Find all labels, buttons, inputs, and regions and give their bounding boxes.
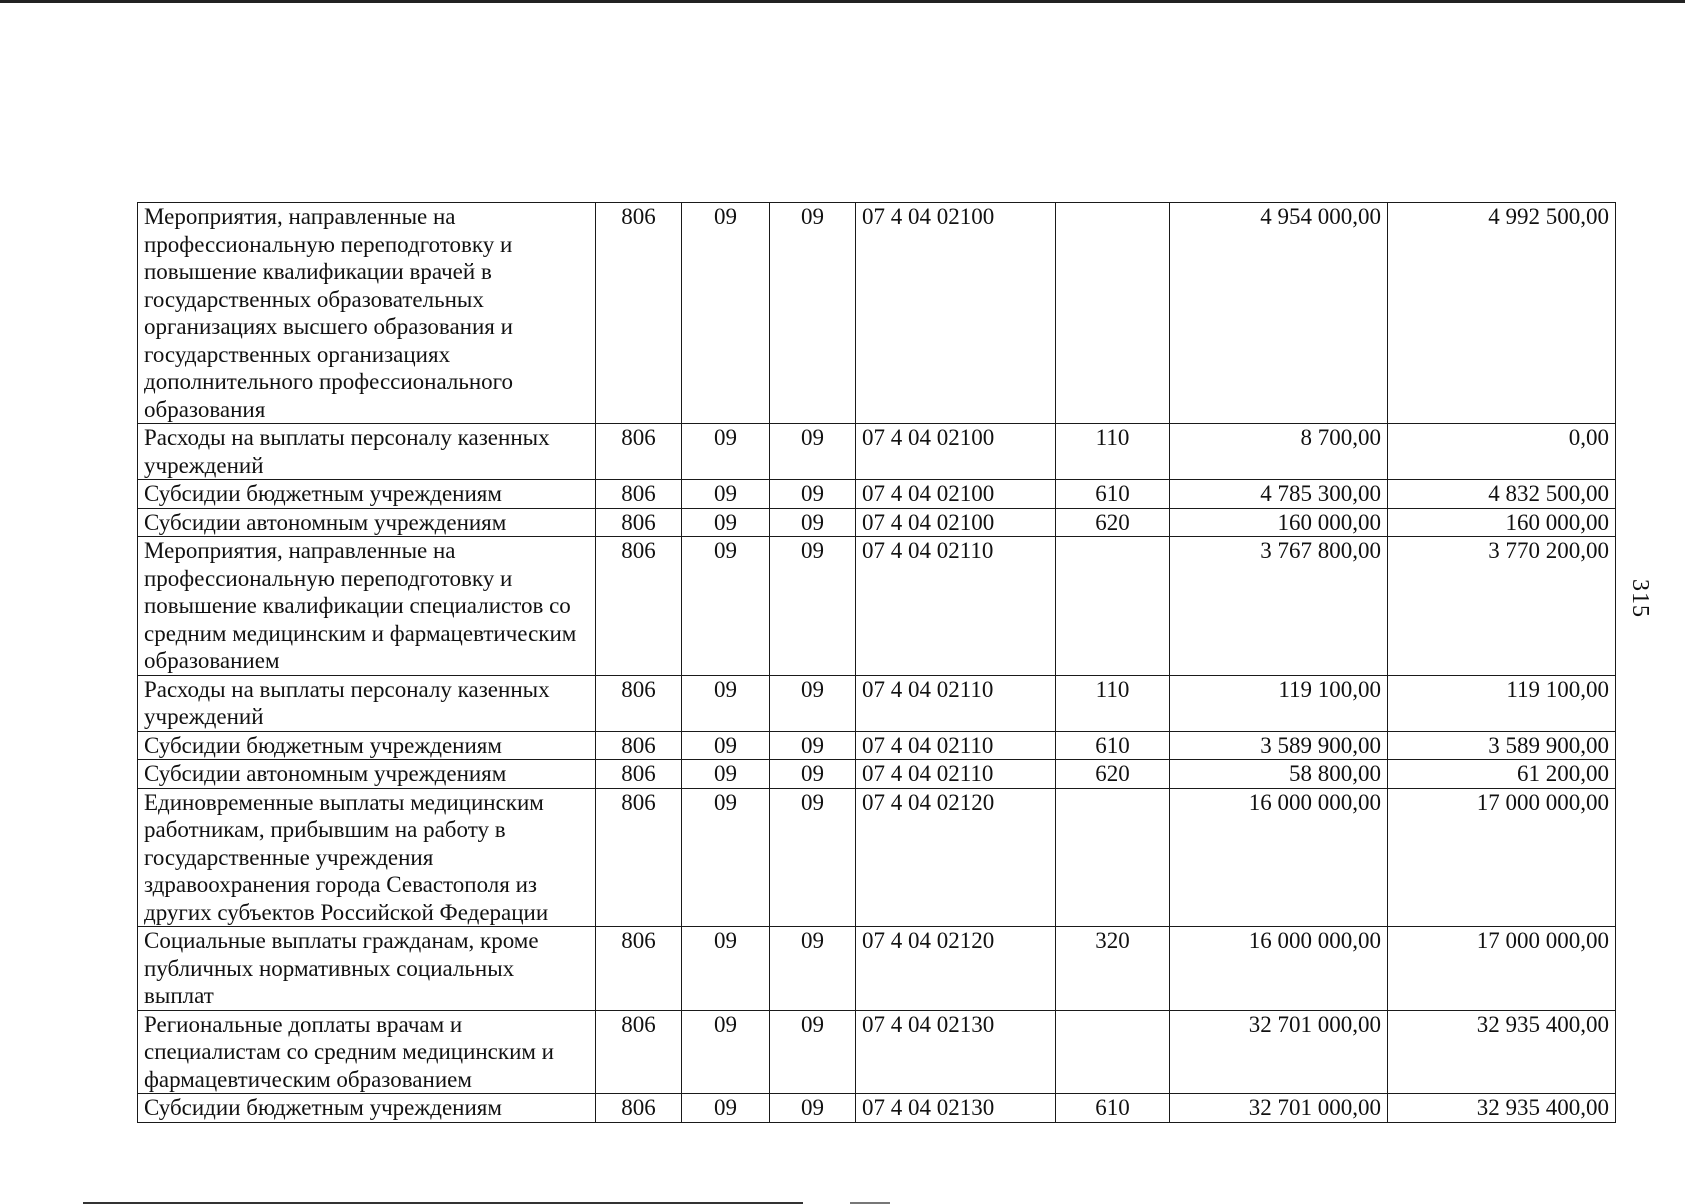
expense-type-cell: 320 — [1056, 927, 1170, 1011]
section-code-cell: 09 — [682, 927, 770, 1011]
expense-type-cell: 620 — [1056, 760, 1170, 789]
section-code-cell: 09 — [682, 1010, 770, 1094]
target-article-cell: 07 4 04 02110 — [856, 675, 1056, 731]
expense-name-cell: Мероприятия, направленные на профессиональную переподготовку и повышение квалификации специалистов со средним медицинским и фармацевтическим образованием — [138, 537, 596, 676]
amount-year1-cell: 16 000 000,00 — [1170, 927, 1388, 1011]
expense-name-cell: Социальные выплаты гражданам, кроме публичных нормативных социальных выплат — [138, 927, 596, 1011]
amount-year1-cell: 32 701 000,00 — [1170, 1094, 1388, 1123]
amount-year1-cell: 58 800,00 — [1170, 760, 1388, 789]
expense-type-cell — [1056, 537, 1170, 676]
grbs-code-cell: 806 — [596, 675, 682, 731]
grbs-code-cell: 806 — [596, 424, 682, 480]
amount-year2-cell: 17 000 000,00 — [1388, 927, 1616, 1011]
expense-name-cell: Расходы на выплаты персоналу казенных учреждений — [138, 675, 596, 731]
amount-year1-cell: 32 701 000,00 — [1170, 1010, 1388, 1094]
expense-type-cell: 110 — [1056, 675, 1170, 731]
amount-year2-cell: 3 770 200,00 — [1388, 537, 1616, 676]
grbs-code-cell: 806 — [596, 1010, 682, 1094]
amount-year2-cell: 4 832 500,00 — [1388, 480, 1616, 509]
expense-name-cell: Субсидии бюджетным учреждениям — [138, 480, 596, 509]
expense-type-cell: 610 — [1056, 480, 1170, 509]
amount-year2-cell: 32 935 400,00 — [1388, 1010, 1616, 1094]
section-code-cell: 09 — [682, 760, 770, 789]
amount-year2-cell: 0,00 — [1388, 424, 1616, 480]
expense-type-cell: 620 — [1056, 508, 1170, 537]
expense-type-cell: 110 — [1056, 424, 1170, 480]
amount-year2-cell: 160 000,00 — [1388, 508, 1616, 537]
target-article-cell: 07 4 04 02100 — [856, 203, 1056, 424]
grbs-code-cell: 806 — [596, 731, 682, 760]
grbs-code-cell: 806 — [596, 1094, 682, 1123]
section-code-cell: 09 — [682, 480, 770, 509]
expense-type-cell — [1056, 1010, 1170, 1094]
amount-year1-cell: 119 100,00 — [1170, 675, 1388, 731]
grbs-code-cell: 806 — [596, 537, 682, 676]
subsection-code-cell: 09 — [770, 1094, 856, 1123]
grbs-code-cell: 806 — [596, 760, 682, 789]
amount-year1-cell: 8 700,00 — [1170, 424, 1388, 480]
expense-name-cell: Субсидии автономным учреждениям — [138, 508, 596, 537]
expense-name-cell: Субсидии бюджетным учреждениям — [138, 731, 596, 760]
subsection-code-cell: 09 — [770, 927, 856, 1011]
table-row — [138, 1094, 1616, 1123]
amount-year2-cell: 32 935 400,00 — [1388, 1094, 1616, 1123]
grbs-code-cell: 806 — [596, 927, 682, 1011]
grbs-code-cell: 806 — [596, 480, 682, 509]
top-border-line — [0, 0, 1685, 3]
table-row — [138, 927, 1616, 1011]
grbs-code-cell: 806 — [596, 203, 682, 424]
table-row — [138, 788, 1616, 927]
amount-year1-cell: 4 785 300,00 — [1170, 480, 1388, 509]
expense-type-cell — [1056, 203, 1170, 424]
expense-type-cell: 610 — [1056, 731, 1170, 760]
section-code-cell: 09 — [682, 424, 770, 480]
table-row — [138, 1010, 1616, 1094]
target-article-cell: 07 4 04 02100 — [856, 508, 1056, 537]
section-code-cell: 09 — [682, 203, 770, 424]
section-code-cell: 09 — [682, 508, 770, 537]
expense-name-cell: Субсидии бюджетным учреждениям — [138, 1094, 596, 1123]
table-row — [138, 508, 1616, 537]
subsection-code-cell: 09 — [770, 203, 856, 424]
expense-name-cell: Единовременные выплаты медицинским работникам, прибывшим на работу в государственные учреждения здравоохранения города Севастополя из других субъектов Российской Федерации — [138, 788, 596, 927]
amount-year2-cell: 17 000 000,00 — [1388, 788, 1616, 927]
table-row — [138, 424, 1616, 480]
amount-year2-cell: 3 589 900,00 — [1388, 731, 1616, 760]
table-row — [138, 760, 1616, 789]
budget-table — [137, 202, 1616, 1123]
amount-year1-cell: 4 954 000,00 — [1170, 203, 1388, 424]
subsection-code-cell: 09 — [770, 731, 856, 760]
amount-year1-cell: 16 000 000,00 — [1170, 788, 1388, 927]
table-row — [138, 731, 1616, 760]
amount-year1-cell: 3 767 800,00 — [1170, 537, 1388, 676]
table-row — [138, 480, 1616, 509]
target-article-cell: 07 4 04 02130 — [856, 1010, 1056, 1094]
subsection-code-cell: 09 — [770, 508, 856, 537]
expense-type-cell — [1056, 788, 1170, 927]
grbs-code-cell: 806 — [596, 788, 682, 927]
grbs-code-cell: 806 — [596, 508, 682, 537]
section-code-cell: 09 — [682, 1094, 770, 1123]
subsection-code-cell: 09 — [770, 675, 856, 731]
target-article-cell: 07 4 04 02100 — [856, 424, 1056, 480]
subsection-code-cell: 09 — [770, 1010, 856, 1094]
target-article-cell: 07 4 04 02130 — [856, 1094, 1056, 1123]
budget-table-body — [138, 203, 1616, 1123]
target-article-cell: 07 4 04 02110 — [856, 760, 1056, 789]
amount-year1-cell: 3 589 900,00 — [1170, 731, 1388, 760]
amount-year2-cell: 61 200,00 — [1388, 760, 1616, 789]
amount-year1-cell: 160 000,00 — [1170, 508, 1388, 537]
amount-year2-cell: 4 992 500,00 — [1388, 203, 1616, 424]
page-number: 315 — [1627, 579, 1653, 618]
subsection-code-cell: 09 — [770, 537, 856, 676]
subsection-code-cell: 09 — [770, 424, 856, 480]
target-article-cell: 07 4 04 02100 — [856, 480, 1056, 509]
table-row — [138, 537, 1616, 676]
subsection-code-cell: 09 — [770, 480, 856, 509]
table-row — [138, 675, 1616, 731]
table-row — [138, 203, 1616, 424]
expense-name-cell: Мероприятия, направленные на профессиональную переподготовку и повышение квалификации врачей в государственных образовательных организациях высшего образования и государственных организациях дополнительного профессионального образования — [138, 203, 596, 424]
expense-name-cell: Расходы на выплаты персоналу казенных учреждений — [138, 424, 596, 480]
expense-name-cell: Региональные доплаты врачам и специалистам со средним медицинским и фармацевтическим образованием — [138, 1010, 596, 1094]
subsection-code-cell: 09 — [770, 788, 856, 927]
target-article-cell: 07 4 04 02110 — [856, 537, 1056, 676]
amount-year2-cell: 119 100,00 — [1388, 675, 1616, 731]
section-code-cell: 09 — [682, 788, 770, 927]
expense-type-cell: 610 — [1056, 1094, 1170, 1123]
subsection-code-cell: 09 — [770, 760, 856, 789]
target-article-cell: 07 4 04 02110 — [856, 731, 1056, 760]
expense-name-cell: Субсидии автономным учреждениям — [138, 760, 596, 789]
target-article-cell: 07 4 04 02120 — [856, 788, 1056, 927]
section-code-cell: 09 — [682, 731, 770, 760]
section-code-cell: 09 — [682, 675, 770, 731]
target-article-cell: 07 4 04 02120 — [856, 927, 1056, 1011]
section-code-cell: 09 — [682, 537, 770, 676]
